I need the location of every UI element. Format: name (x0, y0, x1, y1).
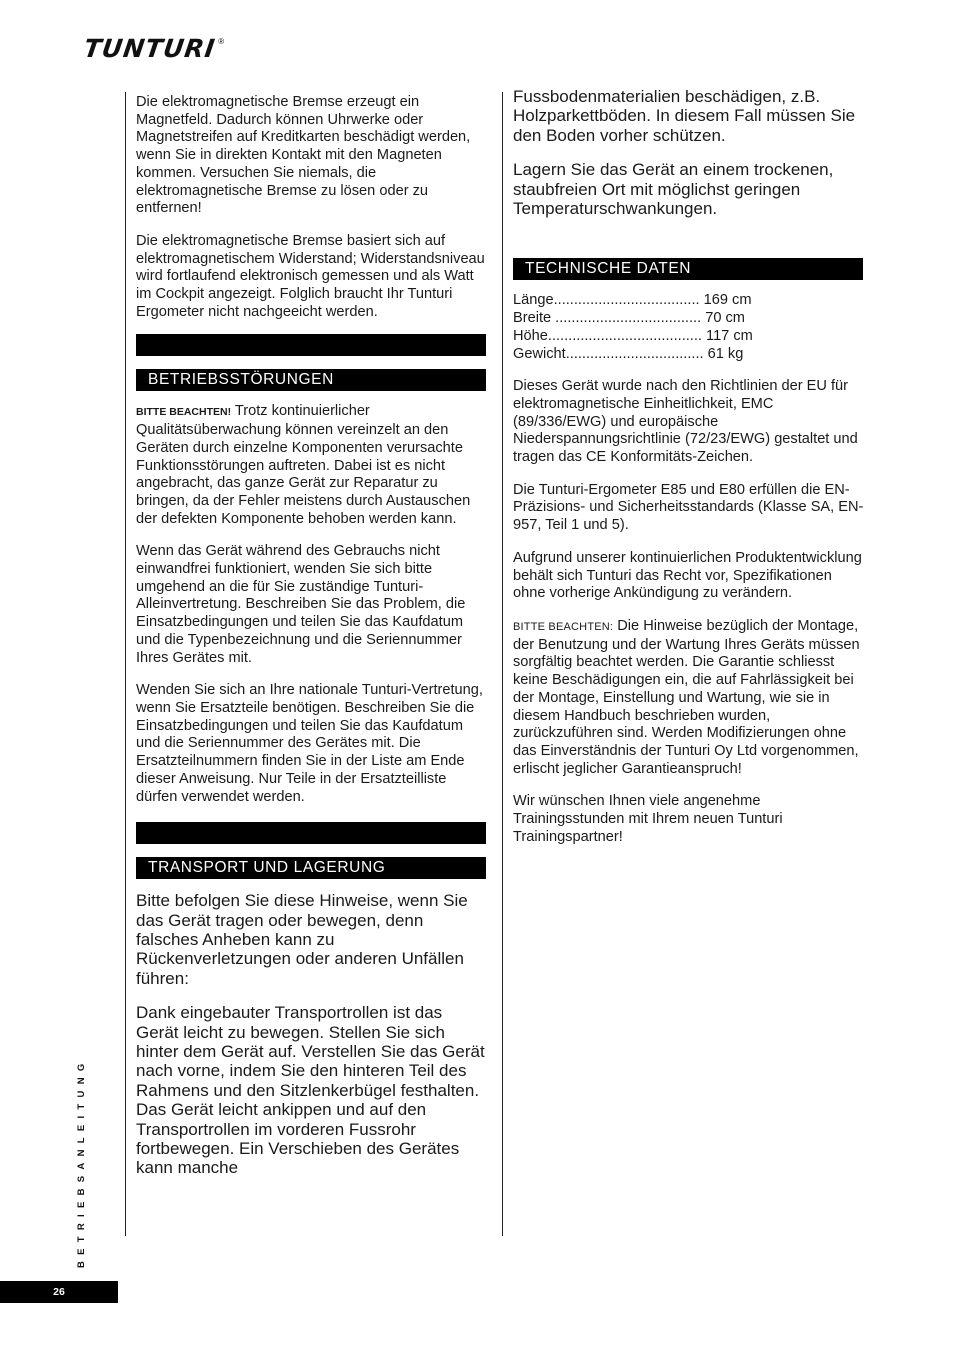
paragraph-floor-protection: Fussbodenmaterialien beschädigen, z.B. Holzparkettböden. In diesem Fall müssen Sie den Boden vorher schützen. (513, 87, 856, 145)
side-label-betriebsanleitung: BETRIEBSANLEITUNG (76, 1057, 87, 1268)
tunturi-logo (84, 34, 224, 64)
paragraph-transport-instructions: Bitte befolgen Sie diese Hinweise, wenn Sie das Gerät tragen oder bewegen, denn falsches Anheben kann zu Rückenverletzungen oder anderen Unfällen führen: (136, 891, 468, 988)
paragraph-brake-resistance: Die elektromagnetische Bremse basiert sich auf elektromagnetischem Widerstand; Widerstandsniveau wird fortlaufend elektronisch gemessen und als Watt im Cockpit angezeigt. Folglich braucht Ihr Tunturi Ergometer nicht nachgeeicht werden. (136, 232, 485, 320)
heading-betriebsstoerungen: BETRIEBSSTÖRUNGEN (136, 369, 486, 391)
spec-row-laenge: Länge.................................... 169 cm (513, 292, 752, 309)
spec-row-gewicht: Gewicht.................................. 61 kg (513, 345, 744, 362)
paragraph-closing: Wir wünschen Ihnen viele angenehme Trainingsstunden mit Ihrem neuen Tunturi Trainingspartner! (513, 793, 783, 845)
section-divider-bar (136, 334, 486, 356)
paragraph-storage: Lagern Sie das Gerät an einem trockenen, staubfreien Ort mit möglichst geringen Temperaturschwankungen. (513, 160, 834, 219)
logo-text: TUNTURI (82, 34, 218, 63)
middle-column-rule (502, 92, 503, 1236)
paragraph-eu-directives: Dieses Gerät wurde nach den Richtlinien der EU für elektromagnetische Einheitlichkeit, EMC (89/336/EWG) und europäische Niederspannungsrichtlinie (72/23/EWG) gestaltet und tragen das CE Konformitäts-Zeichen. (513, 378, 858, 466)
note-label-bitte-beachten: BITTE BEACHTEN! (136, 406, 232, 419)
paragraph-transport-rollers: Dank eingebauter Transportrollen ist das Gerät leicht zu bewegen. Stellen Sie sich hinter dem Gerät auf. Verstellen Sie das Gerät nach vorne, indem Sie den hinteren Teil des Rahmens und den Sitzlenkerbügel festhalten. Das Gerät leicht ankippen und auf den Transportrollen im vorderen Fussrohr fortbewegen. Ein Verschieben des Gerätes kann manche (136, 1003, 485, 1178)
registered-mark: ® (218, 37, 225, 46)
spec-row-breite: Breite .................................... 70 cm (513, 310, 745, 327)
section-divider-bar (136, 822, 486, 844)
left-column (136, 94, 488, 1193)
page-number: 26 (0, 1281, 118, 1303)
left-column-rule (125, 92, 126, 1236)
note-text: Die Hinweise bezüglich der Montage, der Benutzung und der Wartung Ihres Geräts müssen sorgfältig beachtet werden. Die Garantie schliesst keine Beschädigungen ein, die auf Fahrlässigkeit bei der Montage, Einstellung und Wartung, wie sie in diesem Handbuch beschrieben wurden, zurückzuführen sind. Werden Modifizierungen ohne das Einverständnis der Tunturi Oy Ltd vorgenommen, erlischt jeglicher Garantieanspruch! (513, 617, 860, 777)
spec-list (513, 292, 865, 363)
note-text: Trotz kontinuierlicher Qualitätsüberwachung können vereinzelt an den Geräten durch einzelne Komponenten verursachte Funktionsstörungen auftreten. Dabei ist es nicht angebracht, das ganze Gerät zur Reparatur zu bringen, da der Fehler meistens durch Austauschen der defekten Komponente behoben werden kann. (136, 403, 471, 527)
heading-transport-und-lagerung: TRANSPORT UND LAGERUNG (136, 857, 486, 879)
paragraph-brake-magnet: Die elektromagnetische Bremse erzeugt ein Magnetfeld. Dadurch können Uhrwerke oder Magnetstreifen auf Kreditkarten beschädigt werden, wenn Sie in direkten Kontakt mit den Magneten kommen. Versuchen Sie niemals, die elektromagnetische Bremse zu lösen oder zu entfernen! (136, 94, 471, 217)
paragraph-faults-note (136, 403, 488, 528)
paragraph-warranty-note (513, 618, 865, 778)
note-label-bitte-beachten: BITTE BEACHTEN: (513, 620, 614, 633)
heading-technische-daten: TECHNISCHE DATEN (513, 258, 863, 280)
paragraph-contact-dealer: Wenn das Gerät während des Gebrauchs nicht einwandfrei funktioniert, wenden Sie sich bitte umgehend an die für Sie zuständige Tunturi-Alleinvertretung. Beschreiben Sie das Problem, die Einsatzbedingungen und teilen Sie das Kaufdatum und die Typenbezeichnung und die Seriennummer Ihres Gerätes mit. (136, 543, 466, 666)
paragraph-product-development: Aufgrund unserer kontinuierlichen Produktentwicklung behält sich Tunturi das Recht vor, Spezifikationen ohne vorherige Ankündigung zu verändern. (513, 549, 862, 602)
paragraph-spare-parts: Wenden Sie sich an Ihre nationale Tunturi-Vertretung, wenn Sie Ersatzteile benötigen. Beschreiben Sie die Einsatzbedingungen und teilen Sie das Kaufdatum und die Seriennummer des Gerätes mit. Die Ersatzteilnummern finden Sie in der Liste am Ende dieser Anweisung. Nur Teile in der Ersatzteilliste dürfen verwendet werden. (136, 682, 483, 805)
spec-row-hoehe: Höhe...................................... 117 cm (513, 327, 753, 344)
right-column (513, 87, 865, 861)
paragraph-en-standards: Die Tunturi-Ergometer E85 und E80 erfüllen die EN-Präzisions- und Sicherheitsstandards (Klasse SA, EN-957, Teil 1 und 5). (513, 481, 864, 534)
